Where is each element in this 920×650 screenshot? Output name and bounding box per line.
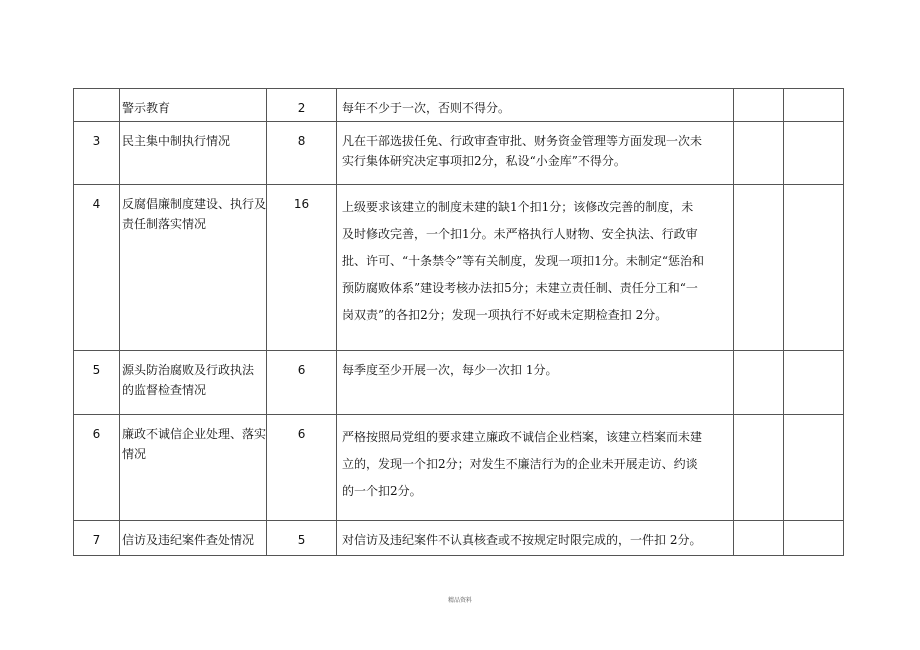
item-criteria: [337, 89, 734, 122]
item-score: 16: [267, 185, 337, 351]
item-criteria-line: 立的，发现一个扣2分；对发生不廉洁行为的企业未开展走访、约谈: [342, 457, 698, 471]
blank-cell-b: [784, 122, 844, 185]
table-row: [74, 185, 844, 351]
item-criteria-line: 每年不少于一次，否则不得分。: [342, 101, 511, 115]
table-row: [74, 122, 844, 185]
item-name: [120, 415, 267, 521]
item-name-line: 反腐倡廉制度建设、执行及: [122, 197, 267, 211]
item-criteria-line: 批、许可、“十条禁令”等有关制度，发现一项扣1分。未制定“惩治和: [342, 254, 705, 268]
item-criteria-line: 及时修改完善，一个扣1分。未严格执行人财物、安全执法、行政审: [342, 227, 698, 241]
blank-cell-a: [734, 415, 784, 521]
blank-cell-a: [734, 521, 784, 556]
blank-cell-b: [784, 415, 844, 521]
item-score: 5: [267, 521, 337, 556]
item-criteria-line: 预防腐败体系”建设考核办法扣5分；未建立责任制、责任分工和“一: [342, 281, 698, 295]
item-name-line: 的监督检查情况: [122, 383, 207, 397]
item-name: [120, 521, 267, 556]
item-criteria: [337, 521, 734, 556]
table-row: [74, 351, 844, 415]
assessment-table: [73, 88, 844, 556]
page-footer: 精品资料: [447, 597, 472, 604]
item-name-line: 责任制落实情况: [122, 217, 207, 231]
item-name: [120, 351, 267, 415]
blank-cell-b: [784, 521, 844, 556]
item-criteria-line: 凡在干部选拔任免、行政审查审批、财务资金管理等方面发现一次未: [342, 134, 703, 148]
item-name-line: 信访及违纪案件查处情况: [122, 533, 255, 547]
item-score: 6: [267, 351, 337, 415]
blank-cell-b: [784, 351, 844, 415]
item-number: 3: [74, 122, 120, 185]
item-name-line: 民主集中制执行情况: [122, 134, 231, 148]
blank-cell-a: [734, 89, 784, 122]
item-score: 2: [267, 89, 337, 122]
item-criteria-line: 岗双责”的各扣2分；发现一项执行不好或未定期检查扣 2分。: [342, 308, 668, 322]
item-criteria: [337, 185, 734, 351]
item-criteria-line: 的一个扣2分。: [342, 484, 422, 498]
item-name-line: 源头防治腐败及行政执法: [122, 363, 255, 377]
table-row: [74, 89, 844, 122]
blank-cell-a: [734, 351, 784, 415]
item-number: 4: [74, 185, 120, 351]
item-score: 8: [267, 122, 337, 185]
blank-cell-a: [734, 185, 784, 351]
item-name: [120, 89, 267, 122]
item-number: [74, 89, 120, 122]
item-number: 6: [74, 415, 120, 521]
table-row: [74, 521, 844, 556]
item-score: 6: [267, 415, 337, 521]
item-criteria-line: 实行集体研究决定事项扣2分，私设“小金库”不得分。: [342, 154, 626, 168]
item-criteria-line: 每季度至少开展一次，每少一次扣 1分。: [342, 363, 558, 377]
item-criteria: [337, 415, 734, 521]
item-name-line: 警示教育: [122, 101, 171, 115]
blank-cell-b: [784, 185, 844, 351]
item-name-line: 情况: [122, 447, 147, 461]
item-number: 7: [74, 521, 120, 556]
blank-cell-b: [784, 89, 844, 122]
item-criteria-line: 上级要求该建立的制度未建的缺1个扣1分；该修改完善的制度，未: [342, 200, 694, 214]
item-criteria-line: 严格按照局党组的要求建立廉政不诚信企业档案，该建立档案而未建: [342, 430, 703, 444]
item-name-line: 廉政不诚信企业处理、落实: [122, 427, 267, 441]
item-number: 5: [74, 351, 120, 415]
item-criteria: [337, 122, 734, 185]
blank-cell-a: [734, 122, 784, 185]
item-name: [120, 185, 267, 351]
item-criteria-line: 对信访及违纪案件不认真核查或不按规定时限完成的，一件扣 2分。: [342, 533, 702, 547]
item-name: [120, 122, 267, 185]
table-row: [74, 415, 844, 521]
item-criteria: [337, 351, 734, 415]
